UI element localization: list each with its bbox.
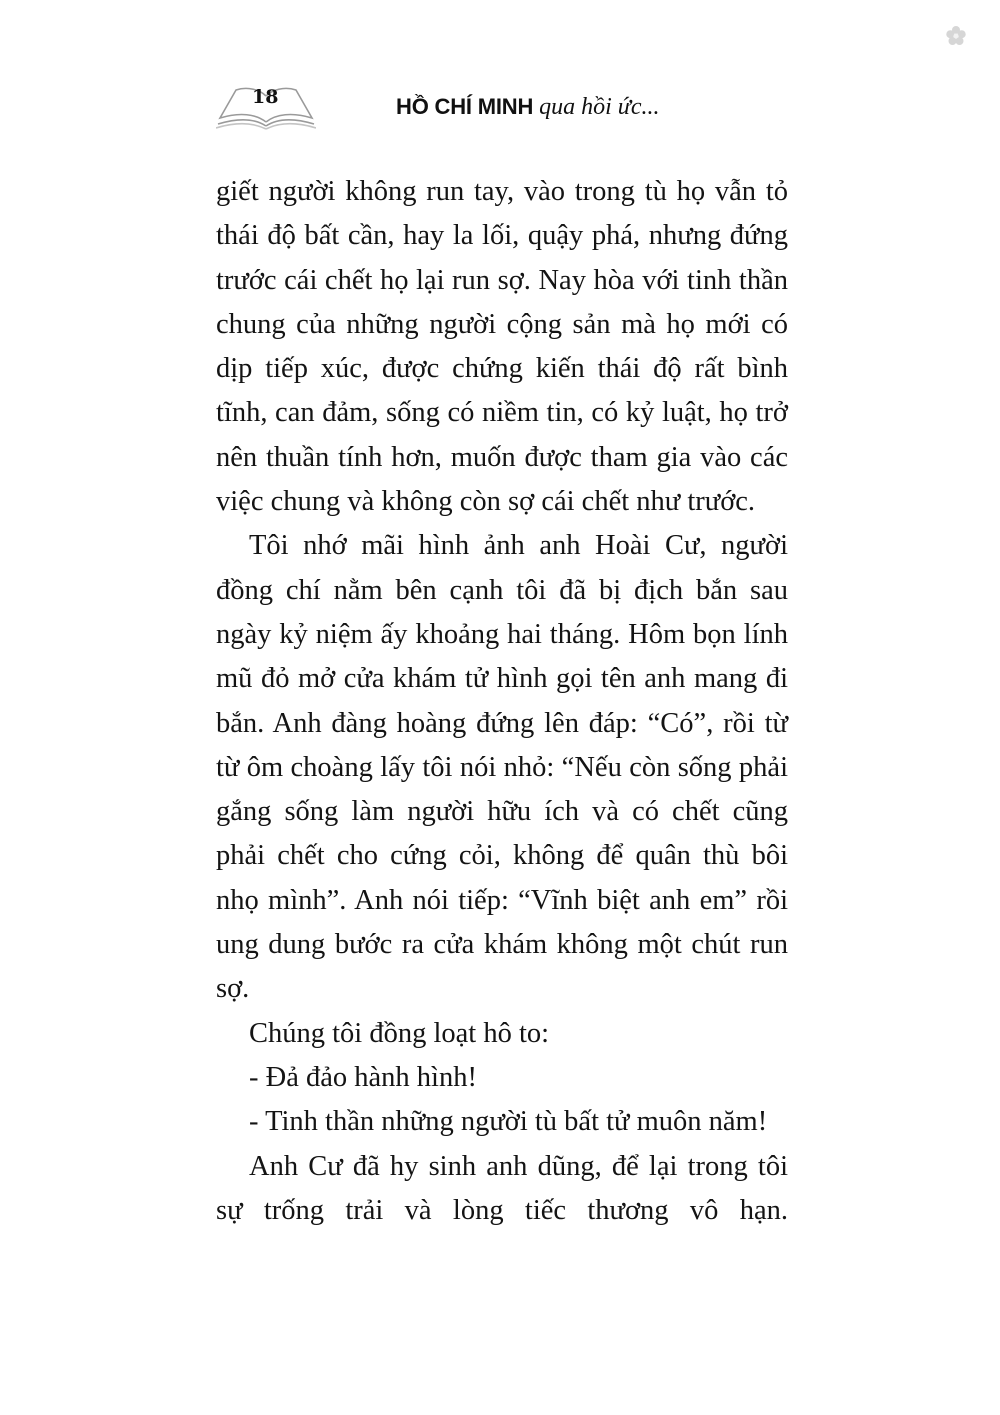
paragraph: Chúng tôi đồng loạt hô to: — [249, 1017, 550, 1049]
paragraph: Anh Cư đã hy sinh anh dũng, để lại trong tôi sự trống trải và lòng tiếc thương vô hạn. — [216, 1150, 788, 1226]
slogan-line: - Đả đảo hành hình! — [249, 1061, 477, 1093]
body-text — [216, 170, 788, 1233]
running-header — [216, 82, 786, 132]
book-subtitle: qua hồi ức... — [539, 94, 660, 120]
page-number: 18 — [252, 86, 279, 108]
book-title: HỒ CHÍ MINH — [396, 94, 534, 119]
paragraph: Tôi nhớ mãi hình ảnh anh Hoài Cư, người đồng chí nằm bên cạnh tôi đã bị địch bắn sau ngày kỷ niệm ấy khoảng hai tháng. Hôm bọn lính mũ đỏ mở cửa khám tử hình gọi tên anh mang đi bắn. Anh đàng hoàng đứng lên đáp: “Có”, rồi từ từ ôm choàng lấy tôi nói nhỏ: “Nếu còn sống phải gắng sống làm người hữu ích và có chết cũng phải chết cho cứng cỏi, không để quân thù bôi nhọ mình”. Anh nói tiếp: “Vĩnh biệt anh em” rồi ung dung bước ra cửa khám không một chút run sợ. — [216, 530, 788, 1005]
flower-watermark-icon — [944, 24, 968, 48]
paragraph: giết người không run tay, vào trong tù họ vẫn tỏ thái độ bất cần, hay la lối, quậy phá, nhưng đứng trước cái chết họ lại run sợ. Nay hòa với tinh thần chung của những người cộng sản mà họ mới có dịp tiếp xúc, được chứng kiến thái độ rất bình tĩnh, can đảm, sống có niềm tin, có kỷ luật, họ trở nên thuần tính hơn, muốn được tham gia vào các việc chung và không còn sợ cái chết như trước. — [216, 176, 788, 518]
running-title — [396, 94, 660, 121]
slogan-line: - Tinh thần những người tù bất tử muôn năm! — [249, 1106, 768, 1138]
